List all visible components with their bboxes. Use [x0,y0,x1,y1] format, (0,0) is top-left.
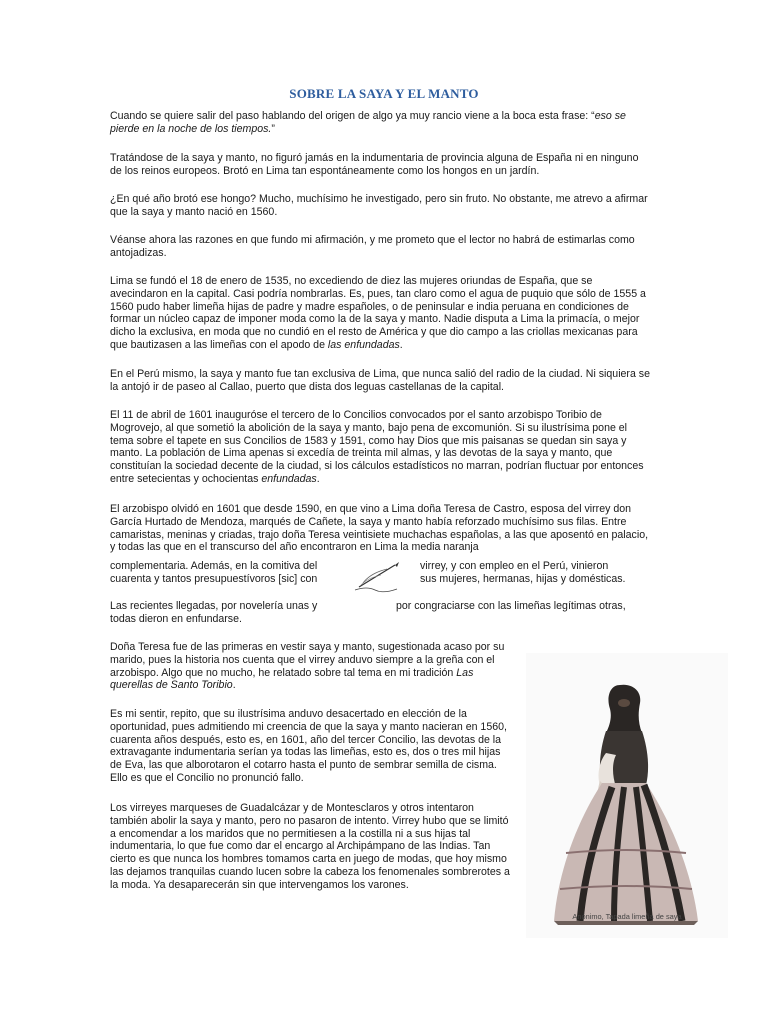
paragraph-12: Los virreyes marqueses de Guadalcázar y de Montesclaros y otros intentaron también abolir la saya y manto, pero no pasaron de intento. Virrey hubo que se limitó a encomendar a los maridos que no permitiesen a la costilla ni a sus hijas tal indumentaria, lo que fue como dar el encargo al Archipámpano de las Indias. Tan cierto es que nunca los hombres tomamos carta en juego de modas, que hoy mismo las dejamos tranquilas cuando lucen sobre la cabeza los fenomenales sombrerotes a la moda. Ya desaparecerán sin que intervengamos los varones. [110,802,510,891]
paragraph-8-line-a: complementaria. Además, en la comitiva del [110,560,318,572]
paragraph-2: Tratándose de la saya y manto, no figuró jamás en la indumentaria de provincia alguna de España ni en ninguno de los reinos europeos. Brotó en Lima tan espontáneamente como los hongos en un jardín. [110,152,639,177]
page-title: SOBRE LA SAYA Y EL MANTO [289,86,479,101]
paragraph-9-line-b: por congraciarse con las limeñas legítimas otras, [396,600,626,612]
paragraph-7: El 11 de abril de 1601 inauguróse el tercero de lo Concilios convocados por el santo arzobispo Toribio de Mogrovejo, al que sometió la abolición de la saya y manto, bajo pena de excomunión. Si su ilustrísima pone el tema sobre el tapete en sus Concilios de 1583 y 1591, como hay Dios que mis paisanas se quedan sin saya y manto. La población de Lima apenas si excedía de treinta mil almas, y las devotas de la saya y manto, que constituían la sociedad decente de la ciudad, si los cálculos estadísticos no marran, podrían fluctuar por entonces entre setecientas y ochocientas enfundadas. [110,409,644,485]
paragraph-3: ¿En qué año brotó ese hongo? Mucho, muchísimo he investigado, pero sin fruto. No obstante, me atrevo a afirmar que la saya y manto nació en 1560. [110,193,648,218]
paragraph-6: En el Perú mismo, la saya y manto fue tan exclusiva de Lima, que nunca salió del radio de la ciudad. Ni siquiera se la antojó ir de paseo al Callao, puerto que dista dos leguas castellanas de la capital. [110,368,650,393]
paragraph-4: Véanse ahora las razones en que fundo mi afirmación, y me prometo que el lector no habrá de estimarlas como antojadizas. [110,234,635,259]
quote-text: eso se pierde en la noche de los tiempos. [110,110,626,135]
paragraph-1: Cuando se quiere salir del paso hablando del origen de algo ya muy rancio viene a la boca esta frase: “eso se pierde en la noche de los tiempos.” [110,110,626,135]
tapada-illustration [526,653,728,938]
paragraph-11: Es mi sentir, repito, que su ilustrísima anduvo desacertado en elección de la oportunidad, pues admitiendo mi creencia de que la saya y manto nacieran en 1560, cuarenta años después, esto es, en 1601, año del tercer Concilio, las devotas de la extravagante indumentaria serían ya todas las limeñas, esto es, dos o tres mil hijas de Eva, las que alborotaron el cotarro hasta el punto de sembrar semilla de cisma. Ello es que el Concilio no pronunció fallo. [110,708,507,784]
quill-pen-icon [353,559,405,593]
paragraph-8-line-d: sus mujeres, hermanas, hijas y domésticas. [420,573,626,585]
paragraph-9-line-c: todas dieron en enfundarse. [110,613,242,625]
paragraph-8: El arzobispo olvidó en 1601 que desde 1590, en que vino a Lima doña Teresa de Castro, esposa del virrey don García Hurtado de Mendoza, marqués de Cañete, la saya y manto había reforzado muchísimo sus filas. Entre camaristas, meninas y criadas, trajo doña Teresa veintisiete muchachas españolas, a las que aposentó en palacio, y todas las que en el transcurso del año encontraron en Lima la media naranja [110,503,649,554]
paragraph-9-line-a: Las recientes llegadas, por novelería unas y [110,600,318,612]
paragraph-5: Lima se fundó el 18 de enero de 1535, no excediendo de diez las mujeres oriundas de España, que se avecindaron en la capital. Casi podría nombrarlas. Es, pues, tan claro como el agua de puquio que sólo de 1555 a 1560 pudo haber limeña hijas de padre y madre españoles, o de peninsular e india peruana en condiciones de formar un núcleo capaz de imponer moda como la de la saya y manto. Nadie disputa a Lima la primacía, o mejor dicho la exclusiva, en moda que no cundió en el resto de América y que dio campo a las criollas mexicanas para que bautizasen a las limeñas con el apodo de las enfundadas. [110,275,646,351]
paragraph-10: Doña Teresa fue de las primeras en vestir saya y manto, sugestionada acaso por su marido, pues la historia nos cuenta que el virrey anduvo siempre a la greña con el arzobispo. Algo que no mucho, he relatado sobre tal tema en mi tradición Las querellas de Santo Toribio. [110,641,505,692]
figure-caption: Anónimo, Tapada limeña de saya [572,912,682,921]
paragraph-8-line-b: virrey, y con empleo en el Perú, vinieron [420,560,609,572]
tapada-figure-drawing [526,653,728,938]
paragraph-8-line-c: cuarenta y tantos presupuestívoros [sic] con [110,573,318,585]
